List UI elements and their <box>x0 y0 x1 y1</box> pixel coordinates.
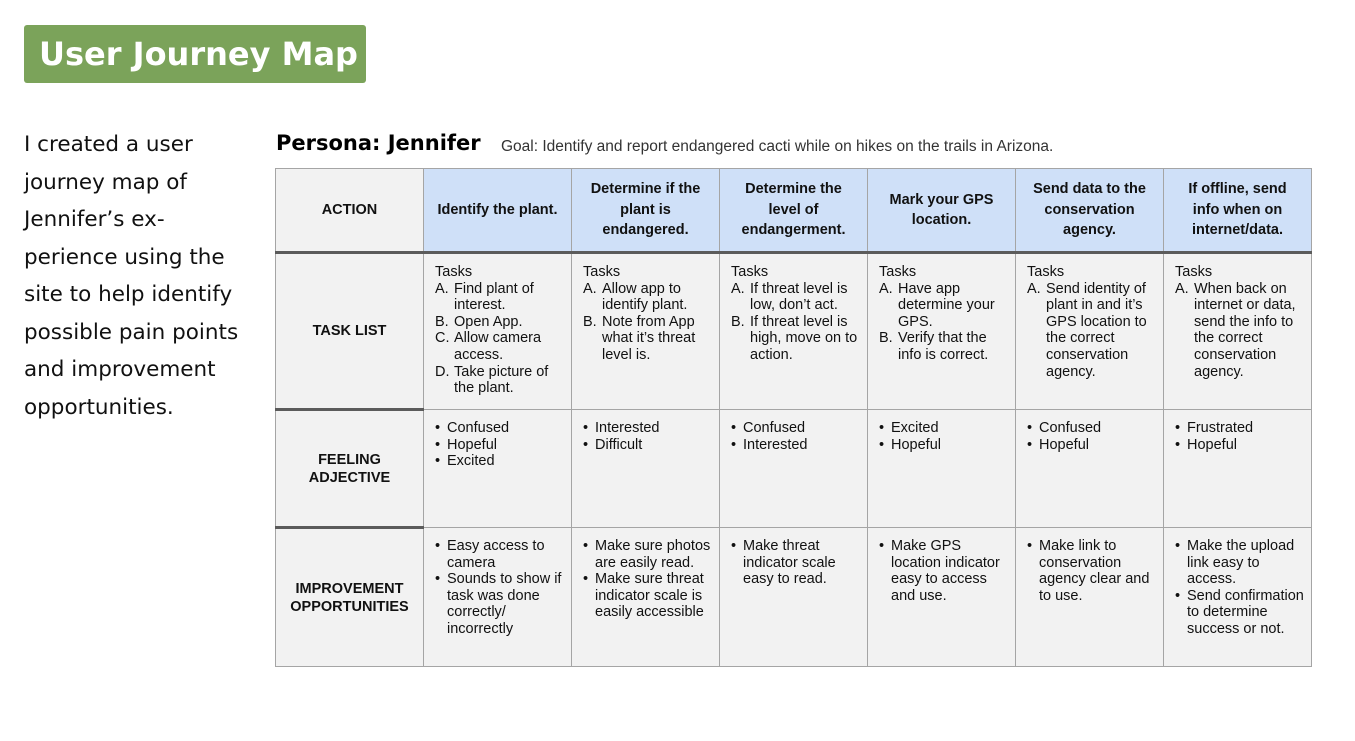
task-heading: Tasks <box>879 264 917 280</box>
task-cell <box>572 253 720 410</box>
feeling-item <box>435 453 565 470</box>
improvement-cell <box>424 528 572 667</box>
bullet-icon: • <box>583 571 589 588</box>
action-row <box>276 169 1312 253</box>
feeling-item-text: Confused <box>447 420 510 436</box>
task-item <box>1027 281 1157 381</box>
improvement-cell <box>720 528 868 667</box>
task-cell <box>1164 253 1312 410</box>
task-letter: A. <box>879 280 893 297</box>
task-cell <box>720 253 868 410</box>
task-letter: A. <box>731 280 745 297</box>
task-heading: Tasks <box>1175 264 1213 280</box>
task-item <box>731 314 861 364</box>
improvement-item <box>435 571 565 637</box>
improvement-item <box>435 538 565 571</box>
feeling-item-text: Hopeful <box>1187 436 1237 453</box>
bullet-icon: • <box>1027 420 1033 436</box>
task-item <box>731 281 861 314</box>
bullet-icon: • <box>879 538 885 554</box>
feeling-item-text: Frustrated <box>1187 420 1254 436</box>
task-heading: Tasks <box>435 264 473 280</box>
feeling-item-text: Hopeful <box>447 436 497 453</box>
task-item <box>435 364 565 397</box>
task-item <box>879 281 1009 331</box>
improvement-item-text: Sounds to show if task was done correctly/ incorrectly <box>447 571 562 637</box>
feeling-cell <box>572 410 720 528</box>
improvement-item-text: Make link to conservation agency clear and to use. <box>1039 538 1150 604</box>
improvement-item <box>1175 588 1305 638</box>
improvement-item <box>1175 538 1305 588</box>
persona-label: Persona: Jennifer <box>276 131 481 155</box>
bullet-icon: • <box>1175 420 1181 436</box>
feeling-cell <box>1164 410 1312 528</box>
task-item <box>435 330 565 363</box>
task-letter: A. <box>583 280 597 297</box>
task-item <box>1175 281 1305 381</box>
feeling-item-text: Interested <box>595 420 660 436</box>
task-text: Take picture of the plant. <box>454 363 549 397</box>
feeling-item <box>583 437 713 454</box>
improvement-item <box>1027 538 1157 604</box>
page-title-banner <box>24 25 366 83</box>
persona-goal: Goal: Identify and report endangered cacti while on hikes on the trails in Arizona. <box>501 138 1054 155</box>
improvement-cell <box>1016 528 1164 667</box>
bullet-icon: • <box>583 538 589 554</box>
bullet-icon: • <box>731 538 737 554</box>
row-label-action: ACTION <box>276 169 424 253</box>
feeling-item-text: Hopeful <box>891 436 941 453</box>
feeling-item <box>1027 437 1157 454</box>
bullet-icon: • <box>435 453 441 470</box>
feeling-item-text: Excited <box>447 453 495 470</box>
bullet-icon: • <box>879 436 885 453</box>
feeling-item-text: Confused <box>1039 420 1102 436</box>
task-text: Note from App what it’s threat level is. <box>602 313 696 363</box>
feeling-item <box>731 437 861 454</box>
row-label-improvement: IMPROVEMENT OPPORTUNITIES <box>276 528 424 667</box>
feeling-item <box>879 420 1009 437</box>
bullet-icon: • <box>879 420 885 436</box>
bullet-icon: • <box>435 436 441 453</box>
action-header: If offline, send info when on internet/data. <box>1164 169 1312 253</box>
action-header: Mark your GPS location. <box>868 169 1016 253</box>
task-item <box>435 314 565 331</box>
feeling-cell <box>1016 410 1164 528</box>
feeling-item <box>435 437 565 454</box>
feeling-cell <box>424 410 572 528</box>
task-letter: B. <box>731 313 745 330</box>
task-text: If threat level is high, move on to action. <box>750 313 858 363</box>
improvement-item-text: Make GPS location indicator easy to access and use. <box>891 538 1000 604</box>
feeling-item-text: Difficult <box>595 436 643 453</box>
action-header: Identify the plant. <box>424 169 572 253</box>
bullet-icon: • <box>583 436 589 453</box>
bullet-icon: • <box>583 420 589 436</box>
task-text: Allow app to identify plant. <box>602 280 688 314</box>
bullet-icon: • <box>1175 538 1181 554</box>
improvement-item-text: Easy access to camera <box>447 538 545 571</box>
feeling-item-text: Interested <box>743 436 808 453</box>
task-text: Allow camera access. <box>454 330 542 363</box>
task-letter: A. <box>1027 280 1041 297</box>
task-letter: A. <box>1175 280 1189 297</box>
feeling-row <box>276 410 1312 528</box>
improvement-item-text: Make the upload link easy to access. <box>1187 538 1295 588</box>
task-heading: Tasks <box>731 264 769 280</box>
bullet-icon: • <box>1175 436 1181 453</box>
task-cell <box>868 253 1016 410</box>
task-text: Find plant of interest. <box>454 280 534 314</box>
feeling-item-text: Confused <box>743 420 806 436</box>
task-text: When back on internet or data, send the info to the correct conservation agency. <box>1194 280 1296 380</box>
task-item <box>583 314 713 364</box>
task-text: Open App. <box>454 313 523 330</box>
bullet-icon: • <box>1027 436 1033 453</box>
task-item <box>583 281 713 314</box>
task-list-row <box>276 253 1312 410</box>
task-letter: B. <box>435 313 449 330</box>
feeling-item <box>1175 437 1305 454</box>
row-label-task-list: TASK LIST <box>276 253 424 410</box>
bullet-icon: • <box>731 436 737 453</box>
feeling-item <box>583 420 713 437</box>
action-header: Determine if the plant is endangered. <box>572 169 720 253</box>
task-text: Verify that the info is correct. <box>898 330 989 363</box>
improvement-item <box>583 571 713 621</box>
improvement-row <box>276 528 1312 667</box>
journey-map-table <box>275 168 1312 667</box>
task-letter: A. <box>435 280 449 297</box>
improvement-cell <box>868 528 1016 667</box>
improvement-item <box>879 538 1009 604</box>
task-item <box>435 281 565 314</box>
feeling-item-text: Hopeful <box>1039 436 1089 453</box>
feeling-item-text: Excited <box>891 420 939 436</box>
feeling-item <box>1175 420 1305 437</box>
intro-paragraph: I created a user journey map of Jennifer’s ex-perience using the site to help identify possible pain points and improvement opportunities. <box>24 132 239 420</box>
feeling-item <box>435 420 565 437</box>
action-header: Determine the level of endangerment. <box>720 169 868 253</box>
feeling-item <box>1027 420 1157 437</box>
improvement-item-text: Make sure threat indicator scale is easily accessible <box>595 571 704 621</box>
improvement-cell <box>1164 528 1312 667</box>
bullet-icon: • <box>1175 587 1181 604</box>
improvement-item <box>731 538 861 588</box>
feeling-item <box>731 420 861 437</box>
improvement-item-text: Make threat indicator scale easy to read. <box>743 538 836 588</box>
action-header: Send data to the conservation agency. <box>1016 169 1164 253</box>
improvement-cell <box>572 528 720 667</box>
bullet-icon: • <box>435 538 441 554</box>
task-cell <box>424 253 572 410</box>
feeling-cell <box>868 410 1016 528</box>
improvement-item-text: Send confirmation to determine success or not. <box>1187 587 1304 637</box>
page-title: User Journey Map <box>39 35 358 73</box>
bullet-icon: • <box>731 420 737 436</box>
task-letter: B. <box>879 330 893 347</box>
task-text: Send identity of plant in and it’s GPS location to the correct conservation agency. <box>1046 280 1147 380</box>
task-letter: C. <box>435 330 450 347</box>
feeling-item <box>879 437 1009 454</box>
task-item <box>879 330 1009 363</box>
improvement-item <box>583 538 713 571</box>
task-text: If threat level is low, don’t act. <box>750 280 848 314</box>
task-letter: D. <box>435 363 450 380</box>
task-heading: Tasks <box>583 264 621 280</box>
row-label-feeling: FEELING ADJECTIVE <box>276 410 424 528</box>
feeling-cell <box>720 410 868 528</box>
bullet-icon: • <box>1027 538 1033 554</box>
bullet-icon: • <box>435 571 441 588</box>
task-letter: B. <box>583 313 597 330</box>
task-cell <box>1016 253 1164 410</box>
improvement-item-text: Make sure photos are easily read. <box>595 538 711 571</box>
task-text: Have app determine your GPS. <box>898 280 995 330</box>
bullet-icon: • <box>435 420 441 436</box>
task-heading: Tasks <box>1027 264 1065 280</box>
